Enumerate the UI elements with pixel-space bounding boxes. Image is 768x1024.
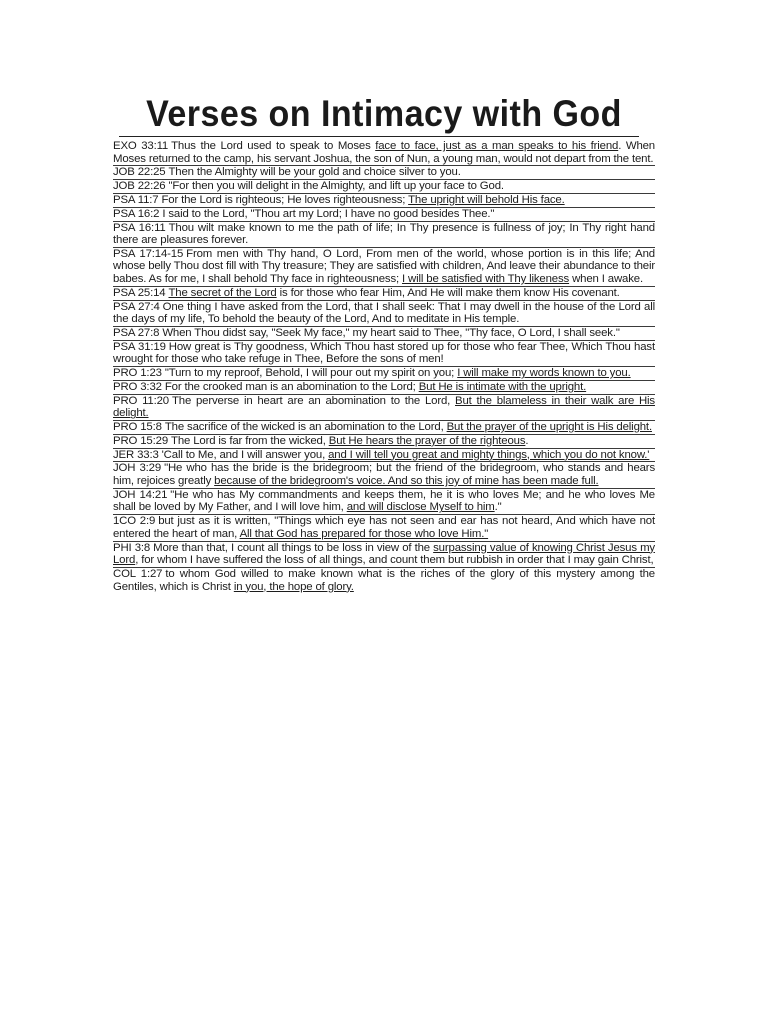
verse-item [113,395,655,421]
verse-item [113,140,655,166]
verse-text: How great is Thy goodness, Which Thou hast stored up for those who fear Thee, Which Thou hast wrought for those who take refuge in Thee, Before the sons of men! [113,340,655,366]
verse-reference: COL 1:27 [113,567,163,580]
verse-text: The Lord is far from the wicked, [171,434,329,447]
verse-item [113,435,655,449]
verse-reference: PSA 27:4 [113,300,160,313]
verse-item [113,166,655,180]
verse-text: "For then you will delight in the Almighty, and lift up your face to God. [168,180,504,193]
verse-reference: PSA 17:14-15 [113,247,184,260]
verse-text: I said to the Lord, "Thou art my Lord; I have no good besides Thee." [162,207,495,220]
verse-text: . When Moses returned to the camp, his servant Joshua, the son of Nun, a young man, would not depart from the tent. [113,140,655,165]
verse-text: One thing I have asked from the Lord, that I shall seek: That I may dwell in the house of the Lord all the days of my life, To behold the beauty of the Lord, And to meditate in His temple. [113,300,655,326]
verse-reference: PSA 25:14 [113,286,166,299]
verse-underlined-text: face to face, just as a man speaks to his friend [375,140,619,152]
verse-text: Thou wilt make known to me the path of life; In Thy presence is fullness of joy; In Thy right hand there are pleasures forever. [113,221,655,247]
verse-text: ." [494,501,502,514]
verse-underlined-text: and I will tell you great and mighty things, which you do not know.' [328,448,650,461]
verse-item [113,367,655,381]
verse-item [113,327,655,341]
verse-text: "He who has the bride is the bridegroom; but the friend of the bridegroom, who stands and hears him, rejoices greatly [113,462,655,488]
verse-reference: PRO 15:29 [113,434,169,447]
verse-text: When Thou didst say, "Seek My face," my heart said to Thee, "Thy face, O Lord, I shall seek." [162,327,620,339]
verse-reference: JER 33:3 [113,448,159,461]
document-title: Verses on Intimacy with God [146,93,622,134]
verse-underlined-text: because of the bridegroom's voice. And so this joy of mine has been made full. [214,475,599,488]
verse-reference: PSA 31:19 [113,340,166,353]
verse-item [113,194,655,208]
verse-underlined-text: and will disclose Myself to him [346,501,495,514]
verse-underlined-text: But the blameless in their walk are His delight. [113,394,655,420]
verse-reference: JOH 3:29 [113,462,162,475]
verse-item [113,489,655,515]
verse-text: For the crooked man is an abomination to the Lord; [164,380,419,393]
verse-list [113,140,655,593]
verse-reference: EXO 33:11 [113,140,169,152]
verse-item [113,208,655,222]
verse-item [113,462,655,488]
verse-underlined-text: But He hears the prayer of the righteous [328,434,526,447]
verse-text: From men with Thy hand, O Lord, From men of the world, whose portion is in this life; And whose belly Thou dost fill with Thy treasure; They are satisfied with children, And leave their abundance to their babes. As for me, I shall behold Thy face in righteousness; [113,247,655,286]
verse-item [113,180,655,194]
verse-item [113,421,655,435]
verse-underlined-text: But He is intimate with the upright. [418,380,587,393]
verse-underlined-text: I will be satisfied with Thy likeness [402,273,570,286]
verse-reference: PRO 11:20 [113,394,169,407]
verse-text: . [525,434,529,447]
verse-underlined-text: in you, the hope of glory. [233,580,354,593]
verse-text: The sacrifice of the wicked is an abomination to the Lord, [164,421,447,434]
verse-item [113,287,655,301]
verse-text: More than that, I count all things to be loss in view of the [153,541,434,554]
verse-reference: PHI 3:8 [113,541,151,554]
verse-item [113,301,655,327]
verse-text: For the Lord is righteous; He loves righteousness; [161,193,409,206]
verse-text: to whom God willed to make known what is the riches of the glory of this mystery among the Gentiles, which is Christ [113,567,655,593]
verse-reference: JOB 22:26 [113,180,166,193]
verse-reference: PSA 16:11 [113,221,166,234]
verse-text: The perverse in heart are an abomination to the Lord, [171,394,455,407]
verse-text: when I awake. [569,273,643,286]
verse-reference: PRO 15:8 [113,421,162,434]
verse-underlined-text: surpassing value of knowing Christ Jesus my Lord [113,541,655,567]
verse-item [113,568,655,593]
verse-reference: PRO 1:23 [113,367,162,380]
verse-item [113,222,655,248]
verse-reference: PRO 3:32 [113,380,162,393]
verse-reference: JOB 22:25 [113,166,166,179]
verse-underlined-text: The upright will behold His face. [408,193,565,206]
verse-item [113,248,655,287]
verse-text: is for those who fear Him, And He will make them know His covenant. [276,286,620,299]
verse-underlined-text: But the prayer of the upright is His delight. [446,421,652,434]
verse-text: , for whom I have suffered the loss of all things, and count them but rubbish in order that I may gain Christ, [135,554,654,567]
verse-text: "He who has My commandments and keeps them, he it is who loves Me; and he who loves Me shall be loved by My Father, and I will love him, [113,488,655,514]
verse-underlined-text: All that God has prepared for those who love Him." [239,527,489,540]
verse-item [113,381,655,395]
verse-text: but just as it is written, "Things which eye has not seen and ear has not heard, And which have not entered the heart of man, [113,515,655,540]
verse-reference: PSA 27:8 [113,327,160,339]
verse-reference: PSA 16:2 [113,207,160,220]
verse-underlined-text: The secret of the Lord [168,286,277,299]
verse-underlined-text: I will make my words known to you. [457,367,631,380]
title-underline [119,136,639,137]
verse-item [113,449,655,463]
verse-item [113,515,655,541]
verse-reference: JOH 14:21 [113,488,168,501]
verse-text: 'Call to Me, and I will answer you, [161,448,329,461]
verse-reference: PSA 11:7 [113,193,159,206]
verse-text: "Turn to my reproof, Behold, I will pour out my spirit on you; [164,367,458,380]
verse-item [113,341,655,367]
verse-reference: 1CO 2:9 [113,515,156,528]
verse-text: Then the Almighty will be your gold and choice silver to you. [168,166,461,179]
document-page [113,92,655,593]
verse-text: Thus the Lord used to speak to Moses [171,140,376,152]
verse-item [113,542,655,568]
